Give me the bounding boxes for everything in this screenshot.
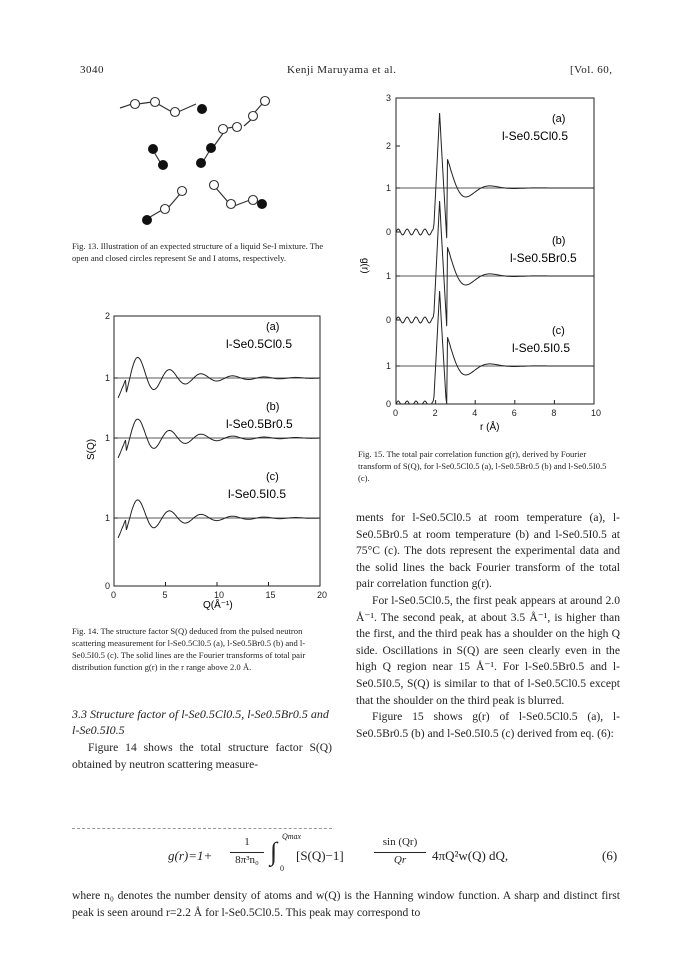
fig14-label-a: (a) [266, 321, 280, 333]
equation-6 [168, 832, 620, 880]
fig15-ytick-label: 0 [386, 399, 392, 409]
fig14-ytick-label: 1 [105, 373, 111, 383]
eq-number: (6) [602, 848, 618, 863]
section-heading: 3.3 Structure factor of l-Se0.5Cl0.5, l-Se0.5Br0.5 and l-Se0.5I0.5 [72, 707, 329, 737]
fig15-name-a: l-Se0.5Cl0.5 [502, 129, 569, 143]
fig15-xtick-label: 6 [511, 408, 517, 418]
fig15-ytick-label: 0 [386, 227, 392, 237]
eq-sin-den: Qr [393, 854, 407, 866]
fig15-xtick-label: 0 [393, 408, 399, 418]
fig13-structure-illustration [110, 90, 290, 230]
fig14-xtick-label: 0 [111, 590, 117, 600]
eq-tail: 4πQ²w(Q) dQ, [432, 848, 509, 863]
page-number: 3040 [80, 64, 104, 76]
eq-lhs: g(r)=1+ [168, 848, 213, 863]
running-author: Kenji Maruyama et al. [287, 64, 397, 76]
right-para3: Figure 15 shows g(r) of l-Se0.5Cl0.5 (a), l-Se0.5Br0.5 (b) and l-Se0.5I0.5 (c) derived from eq. (6): [356, 710, 620, 740]
volume-label: [Vol. 60, [570, 64, 613, 76]
left-para1: Figure 14 shows the total structure factor S(Q) obtained by neutron scattering measure- [72, 741, 332, 771]
fig15-xtick-label: 2 [432, 408, 438, 418]
fig15-name-b: l-Se0.5Br0.5 [510, 251, 577, 265]
fig15-ytick-label: 2 [386, 141, 392, 151]
fig15-xtick-label: 10 [591, 408, 602, 418]
fig14-ytick-label: 0 [105, 581, 111, 591]
bottom-paragraph: where n₀ denotes the number density of atoms and w(Q) is the Hanning window function. A sharp and distinct first peak is seen around r=2.2 Å for l-Se0.5Cl0.5. This peak may correspond to [72, 889, 620, 919]
fig15-ytick-label: 1 [386, 361, 392, 371]
fig14-xtick-label: 10 [214, 590, 225, 600]
right-para2: For l-Se0.5Cl0.5, the first peak appears at around 2.0 Å⁻¹. The second peak, at about 3.5 Å⁻¹, is higher than the first, and the third peak has a shoulder on the high Q side. Oscillations in S(Q) are seen clearly even in the high Q region near 15 Å⁻¹. For l-Se0.5Br0.5 and l-Se0.5I0.5, S(Q) is similar to that of l-Se0.5Cl0.5 except that the shoulder on the third peak is blurred. [356, 593, 620, 707]
fig14-ytick-label: 2 [105, 311, 111, 321]
fig14-xtick-label: 20 [317, 590, 328, 600]
fig15-gr-plot [352, 92, 608, 436]
fig14-name-a: l-Se0.5Cl0.5 [226, 337, 293, 351]
fig14-ytick-label: 1 [105, 433, 111, 443]
fig15-label-c: (c) [552, 325, 565, 337]
fig14-ylabel: S(Q) [86, 438, 97, 460]
fig14-caption: Fig. 14. The structure factor S(Q) deduced from the pulsed neutron scattering measurement for l-Se0.5Cl0.5 (a), l-Se0.5Br0.5 (b) and l-Se0.5I0.5 (c). The solid lines are the Fourier transforms of total pair distribution function g(r) in the r range above 2.0 Å. [72, 626, 306, 672]
left-paragraph [72, 740, 332, 773]
eq-frac-line [230, 852, 264, 853]
fig15-caption: Fig. 15. The total pair correlation function g(r), derived by Fourier transform of S(Q), for l-Se0.5Cl0.5 (a), l-Se0.5Br0.5 (b) and l-Se0.5I0.5 (c). [358, 449, 607, 483]
fig14-name-b: l-Se0.5Br0.5 [226, 417, 293, 431]
fig15-name-c: l-Se0.5I0.5 [512, 341, 571, 355]
eq-frac-num: 1 [244, 836, 250, 848]
fig14-name-c: l-Se0.5I0.5 [228, 487, 287, 501]
eq-sin-line [374, 852, 426, 853]
fig14-xtick-label: 5 [162, 590, 168, 600]
fig15-xlabel: r (Å) [480, 422, 500, 433]
fig13-caption: Fig. 13. Illustration of an expected structure of a liquid Se-I mixture. The open and closed circles represent Se and I atoms, respectively. [72, 241, 324, 263]
eq-frac-den: 8π³n₀ [235, 854, 259, 866]
eq-integral-sign: ∫ [270, 837, 278, 866]
fig15-ylabel: g(r) [359, 258, 370, 274]
fig15-ytick-label: 1 [386, 271, 392, 281]
fig15-label-a: (a) [552, 113, 566, 125]
eq-int-upper: Qmax [282, 832, 302, 841]
fig14-label-b: (b) [266, 401, 280, 413]
fig14-xtick-label: 15 [265, 590, 276, 600]
eq-int-lower: 0 [280, 864, 284, 873]
right-column-text [356, 510, 620, 742]
fig15-label-b: (b) [552, 235, 566, 247]
right-para1: ments for l-Se0.5Cl0.5 at room temperature (a), l-Se0.5Br0.5 at room temperature (b) and l-Se0.5I0.5 at 75°C (c). The dots represent the experimental data and the solid lines the back Fourier transform of the total pair correlation function g(r). [356, 511, 620, 591]
fig14-label-c: (c) [266, 471, 279, 483]
fig15-ytick-label: 0 [386, 315, 392, 325]
fig15-xtick-label: 8 [551, 408, 557, 418]
fig14-sq-curve [118, 500, 320, 538]
fig15-ytick-label: 3 [386, 93, 392, 103]
fig14-sq-plot [78, 308, 336, 620]
eq-bracket: [S(Q)−1] [296, 848, 344, 863]
fig14-ytick-label: 1 [105, 513, 111, 523]
equation-divider [72, 828, 332, 829]
fig14-xlabel: Q(Å⁻¹) [203, 600, 233, 611]
fig15-ytick-label: 1 [386, 183, 392, 193]
eq-sin-num: sin (Qr) [382, 836, 418, 848]
fig15-xtick-label: 4 [472, 408, 478, 418]
